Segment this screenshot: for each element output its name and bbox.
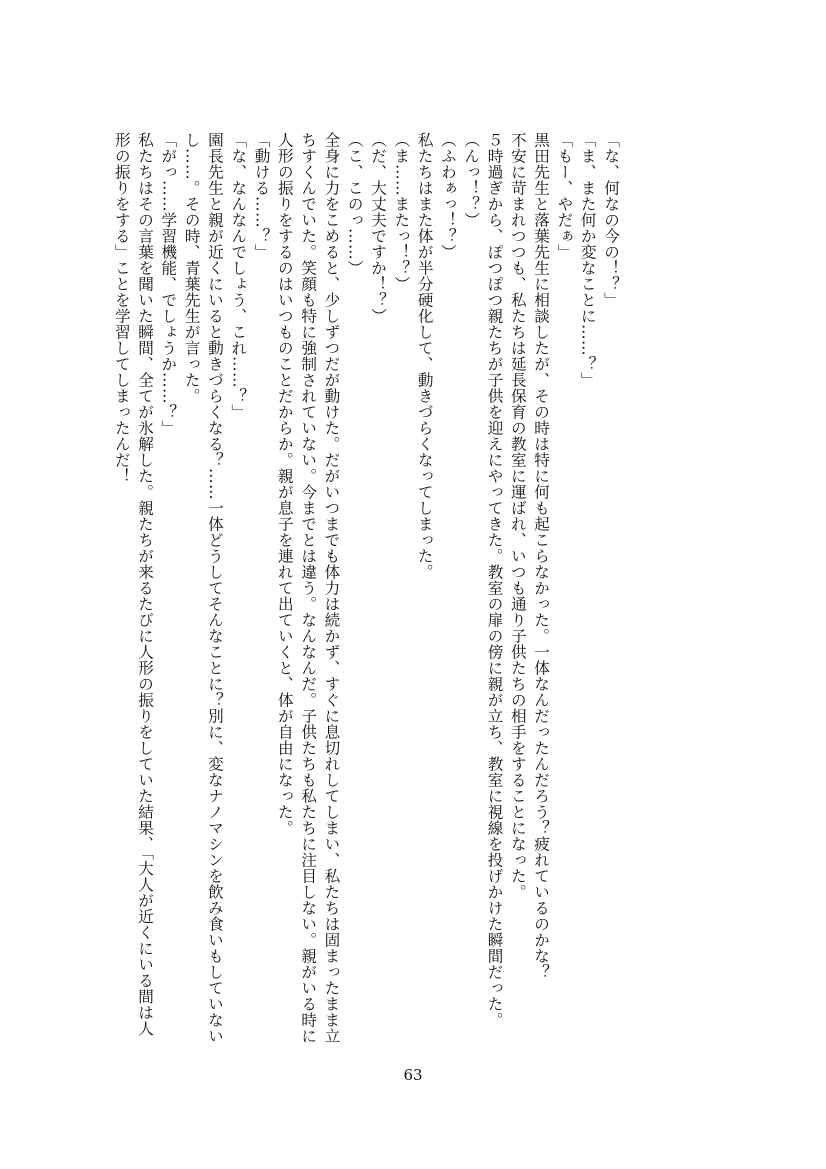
text-line: 「もー、やだぁ」 [555,132,574,260]
text-line: （だ、大丈夫ですか！？） [369,132,388,324]
text-line: 園長先生と親が近くにいると動きづらくなる？……一体どうしてそんなことに？別に、変なナノマシンを飲み食いもしていないし……。その時、青葉先生が言った。 [182,132,224,1044]
text-line: （んっ！？） [462,132,481,228]
body-text [109,132,622,1047]
text-line: 黒田先生と落葉先生に相談したが、その時は特に何も起こらなかった。一体なんだったんだろう？疲れているのかな？ [532,132,551,980]
text-line: 不安に苛まれつつも、私たちは延長保育の教室に運ばれ、いつも通り子供たちの相手をすることになった。 [508,132,527,900]
text-line: 「な、なんなんでしょう、これ……？」 [229,132,248,420]
text-line: （ふわぁっ！？） [438,132,457,260]
text-line: 全身に力をこめると、少しずつだが動けた。だがいつまでも体力は続かず、すぐに息切れしてしまい、私たちは固まったまま立ちすくんでいた。笑顔も特に強制されていない。今までとは違う。なんなんだ。子供たちも私たちに注目しない。親がいる時に人形の振りをするのはいつものことだからか。親が息子を連れて出ていくと、体が自由になった。 [275,132,341,1044]
text-line: 私たちはまた体が半分硬化して、動きづらくなってしまった。 [415,132,434,580]
text-line: （こ、このっ……） [345,132,364,276]
text-line: 私たちはその言葉を聞いた瞬間、全てが氷解した。親たちが来るたびに人形の振りをしていた結果、「大人が近くにいる間は人形の振りをする」ことを学習してしまったんだ！ [112,132,155,1037]
text-line: 「な、何なの今の！？」 [602,132,620,308]
text-line: ５時過ぎから、ぽつぽつ親たちが子供を迎えにやってきた。教室の扉の傍に親が立ち、教室に視線を投げかけた瞬間だった。 [485,132,504,1028]
text-line: 「動ける……？」 [252,132,271,260]
page-number: 63 [403,1066,423,1084]
text-line: （ま……またっ！？） [392,132,411,292]
text-line: 「がっ……学習機能、でしょうか……？」 [159,132,178,436]
text-line: 「ま、また何か変なことに……？」 [578,132,597,388]
